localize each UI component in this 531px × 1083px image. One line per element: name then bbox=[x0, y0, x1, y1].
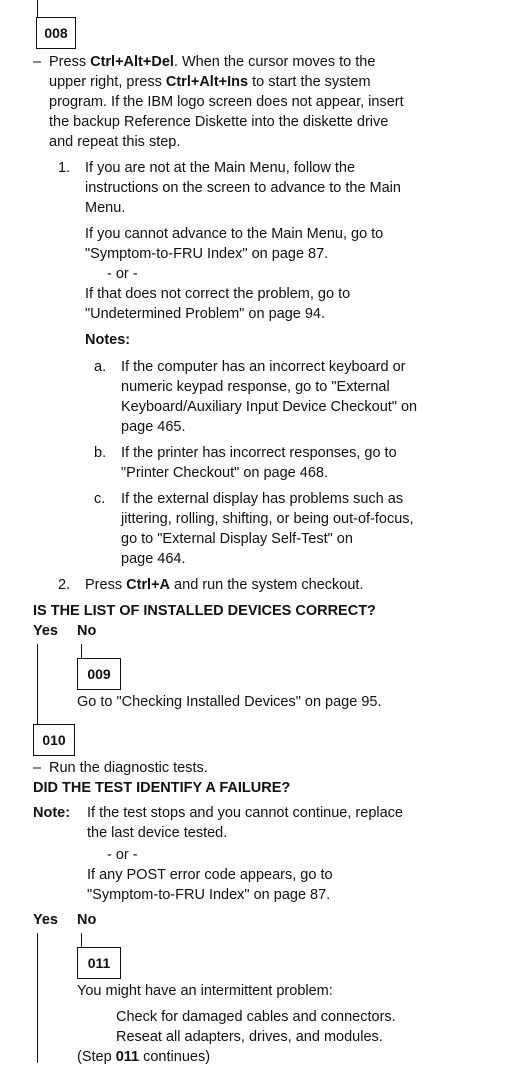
flow-line bbox=[37, 0, 38, 17]
text: continues) bbox=[139, 1049, 211, 1065]
note-letter: c. bbox=[94, 491, 106, 507]
step-box-009: 009 bbox=[77, 658, 121, 690]
text: . When the cursor moves to the bbox=[173, 54, 376, 70]
plus: + bbox=[142, 54, 152, 70]
list-number: 2. bbox=[58, 577, 71, 593]
check-cables: Check for damaged cables and connectors. bbox=[116, 1009, 396, 1025]
note-c-line2: jittering, rolling, shifting, or being out-of-focus, bbox=[121, 511, 414, 527]
no-flow-line bbox=[81, 933, 82, 947]
note-a-line1: If the computer has an incorrect keyboard or bbox=[121, 359, 406, 375]
yes-label: Yes bbox=[33, 623, 58, 639]
note-line1: If the test stops and you cannot continue, replace bbox=[87, 805, 403, 821]
step-009-text: Go to "Checking Installed Devices" on page 95. bbox=[77, 694, 382, 710]
note-b-line1: If the printer has incorrect responses, go to bbox=[121, 445, 397, 461]
note-line2: the last device tested. bbox=[87, 825, 228, 841]
item1-line2: instructions on the screen to advance to the Main bbox=[85, 180, 401, 196]
or-separator: - or - bbox=[107, 266, 138, 282]
cannot-line2: "Symptom-to-FRU Index" on page 87. bbox=[85, 246, 329, 262]
step-008-line5: and repeat this step. bbox=[49, 134, 181, 150]
no-label: No bbox=[77, 623, 97, 639]
step-008-line4: the backup Reference Diskette into the diskette drive bbox=[49, 114, 389, 130]
note-a-line4: page 465. bbox=[121, 419, 186, 435]
key-alt: Alt bbox=[199, 74, 219, 90]
step-box-010: 010 bbox=[33, 724, 75, 756]
reseat-adapters: Reseat all adapters, drives, and modules. bbox=[116, 1029, 383, 1045]
step-box-011: 011 bbox=[77, 947, 121, 979]
that-line2: "Undetermined Problem" on page 94. bbox=[85, 306, 326, 322]
cannot-line1: If you cannot advance to the Main Menu, go to bbox=[85, 226, 384, 242]
step-dash: – bbox=[33, 760, 42, 776]
text: Press bbox=[85, 577, 127, 593]
step-008-line3: program. If the IBM logo screen does not appear, insert bbox=[49, 94, 404, 110]
step-continues bbox=[77, 1047, 210, 1067]
key-a: A bbox=[159, 577, 171, 593]
note-letter: b. bbox=[94, 445, 107, 461]
yes-flow-line bbox=[37, 644, 38, 724]
step-dash: – bbox=[33, 54, 42, 70]
step-008-line2 bbox=[49, 72, 371, 92]
yes-label: Yes bbox=[33, 912, 58, 928]
note-c-line3: go to "External Display Self-Test" on bbox=[121, 531, 353, 547]
step-008-line1 bbox=[49, 52, 375, 72]
note-a-line2: numeric keypad response, go to "External bbox=[121, 379, 390, 395]
note-c-line1: If the external display has problems such as bbox=[121, 491, 404, 507]
post-line2: "Symptom-to-FRU Index" on page 87. bbox=[87, 887, 331, 903]
plus: + bbox=[218, 74, 228, 90]
list-number: 1. bbox=[58, 160, 71, 176]
text: (Step bbox=[77, 1049, 116, 1065]
item1-line1: If you are not at the Main Menu, follow the bbox=[85, 160, 356, 176]
text: Press bbox=[49, 54, 91, 70]
plus: + bbox=[151, 577, 160, 593]
note-c-line4: page 464. bbox=[121, 551, 186, 567]
item2-line bbox=[85, 575, 363, 595]
that-line1: If that does not correct the problem, go to bbox=[85, 286, 351, 302]
text: upper right, press bbox=[49, 74, 166, 90]
note-letter: a. bbox=[94, 359, 107, 375]
no-flow-line bbox=[81, 644, 82, 658]
key-ctrl: Ctrl bbox=[126, 577, 152, 593]
plus: + bbox=[190, 74, 200, 90]
yes-flow-line bbox=[37, 933, 38, 1063]
step-011-text: You might have an intermittent problem: bbox=[77, 983, 333, 999]
note-label: Note: bbox=[33, 805, 71, 821]
question-installed-devices: IS THE LIST OF INSTALLED DEVICES CORRECT? bbox=[33, 603, 376, 619]
or-separator: - or - bbox=[107, 847, 138, 863]
step-box-008: 008 bbox=[36, 17, 76, 49]
post-line1: If any POST error code appears, go to bbox=[87, 867, 333, 883]
key-del: Del bbox=[151, 54, 174, 70]
key-ins: Ins bbox=[227, 74, 249, 90]
notes-heading: Notes: bbox=[85, 332, 131, 348]
item1-line3: Menu. bbox=[85, 200, 126, 216]
note-a-line3: Keyboard/Auxiliary Input Device Checkout" on bbox=[121, 399, 418, 415]
text: to start the system bbox=[248, 74, 371, 90]
note-b-line2: "Printer Checkout" on page 468. bbox=[121, 465, 328, 481]
key-alt: Alt bbox=[123, 54, 143, 70]
key-ctrl: Ctrl bbox=[165, 74, 191, 90]
step-number: 011 bbox=[115, 1049, 140, 1065]
no-label: No bbox=[77, 912, 97, 928]
question-failure: DID THE TEST IDENTIFY A FAILURE? bbox=[33, 780, 291, 796]
plus: + bbox=[115, 54, 124, 70]
text: and run the system checkout. bbox=[170, 577, 364, 593]
key-ctrl: Ctrl bbox=[90, 54, 116, 70]
step-010-text: Run the diagnostic tests. bbox=[49, 760, 208, 776]
